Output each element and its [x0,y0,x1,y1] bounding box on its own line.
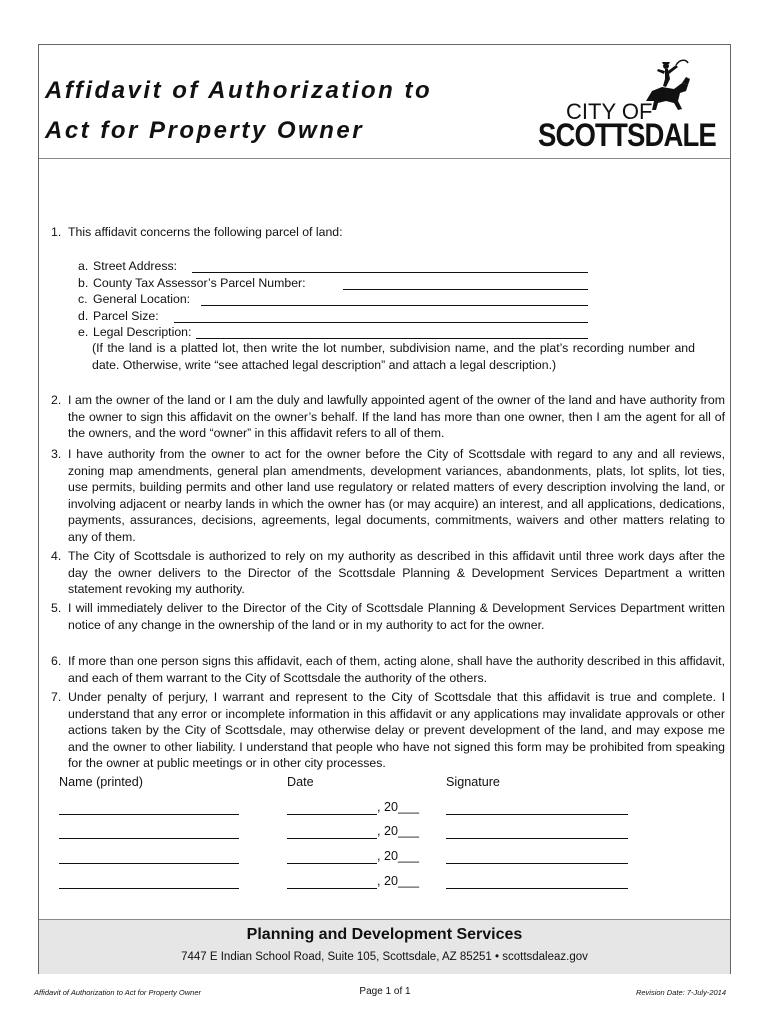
page-footer-title: Affidavit of Authorization to Act for Property Owner [34,988,202,997]
item-text: I have authority from the owner to act for the owner before the City of Scottsdale with regard to any and all reviews, zoning map amendments, general plan amendments, development variances, abandonments, plats, lot splits, lot ties, use permits, building permits and other land use regulatory or related matters of every description involving the land, or involving adjacent or nearby lands in which the owner has (or may acquire) an interest, and all applications, dedications, payments, assurances, decisions, agreements, legal documents, commitments, waivers and other matters relating to any of them. [68,447,725,544]
title-line-1: Affidavit of Authorization to [45,77,433,104]
logo-city-of: CITY OF [566,99,653,124]
legal-description-note: (If the land is a platted lot, then write the lot number, subdivision name, and the plat’s recording number and date. Otherwise, write “see attached legal description” and attach a legal description.) [92,341,695,372]
name-field[interactable] [59,888,239,889]
year-suffix: , 20___ [377,800,420,814]
department-address: 7447 E Indian School Road, Suite 105, Scottsdale, AZ 85251 • scottsdaleaz.gov [181,951,588,963]
subitem-letter: b. [78,276,89,290]
item-number: 7. [51,690,62,704]
street-address-field[interactable] [192,272,588,273]
subitem-label: General Location: [93,292,191,306]
item-text: Under penalty of perjury, I warrant and represent to the City of Scottsdale that this affidavit is true and complete. I understand that any error or incomplete information in this affidavit or any applications may invalidate approvals or other actions taken by the City of Scottsdale, may otherwise delay or prevent development of the land, and may expose me and the owner to other liability. I understand that people who have not signed this form may be prohibited from speaking for the owner at public meetings or in other city processes. [68,690,725,771]
item-text: I am the owner of the land or I am the duly and lawfully appointed agent of the owner of the land and have authority from the owner to sign this affidavit on the owner’s behalf. If the land has more than one owner, then I am the agent for all of the owners, and the word “owner” in this affidavit refers to all of them. [68,393,725,441]
date-field[interactable] [287,838,377,839]
subitem-label: Street Address: [93,259,178,273]
subitem-label: Legal Description: [93,325,192,339]
name-field[interactable] [59,814,239,815]
year-suffix: , 20___ [377,849,420,863]
subitem-label: Parcel Size: [93,309,159,323]
date-field[interactable] [287,888,377,889]
revision-date: Revision Date: 7-July-2014 [635,988,726,997]
parcel-size-field[interactable] [174,322,588,323]
legal-description-field[interactable] [196,338,588,339]
department-footer [39,919,730,974]
subitem-letter: c. [78,292,88,306]
subitem-letter: d. [78,309,89,323]
form-header [39,45,730,159]
signature-field[interactable] [446,863,628,864]
item-number: 2. [51,393,62,407]
signature-header: Signature [446,775,500,789]
signature-field[interactable] [446,814,628,815]
title-line-2: Act for Property Owner [45,117,365,144]
item-number: 6. [51,654,62,668]
subitem-letter: a. [78,259,89,273]
item-text: I will immediately deliver to the Director of the City of Scottsdale Planning & Development Services Department written notice of any change in the ownership of the land or in my authority to act for the owner. [68,601,725,632]
form-frame [38,44,731,974]
item-number: 3. [51,447,62,461]
date-header: Date [287,775,314,789]
item-number: 4. [51,549,62,563]
subitem-label: County Tax Assessor’s Parcel Number: [93,276,306,290]
date-field[interactable] [287,863,377,864]
general-location-field[interactable] [201,305,588,306]
item-number: 1. [51,225,62,239]
year-suffix: , 20___ [377,874,420,888]
item-text: The City of Scottsdale is authorized to rely on my authority as described in this affidavit until three work days after the day the owner delivers to the Director of the Scottsdale Planning & Development Services Department a written statement revoking my authority. [68,549,725,597]
year-suffix: , 20___ [377,824,420,838]
subitem-letter: e. [78,325,89,339]
name-field[interactable] [59,863,239,864]
name-printed-header: Name (printed) [59,775,143,789]
signature-field[interactable] [446,888,628,889]
item-number: 5. [51,601,62,615]
item-text: If more than one person signs this affidavit, each of them, acting alone, shall have the authority described in this affidavit, and each of them warrant to the City of Scottsdale the authority of the others. [68,654,725,685]
signature-field[interactable] [446,838,628,839]
logo-scottsdale: SCOTTSDALE [538,117,716,153]
parcel-number-field[interactable] [343,289,588,290]
page-number: Page 1 of 1 [359,986,411,997]
item-text: This affidavit concerns the following parcel of land: [68,225,343,239]
city-logo [536,57,716,153]
name-field[interactable] [59,838,239,839]
department-name: Planning and Development Services [246,926,523,943]
date-field[interactable] [287,814,377,815]
form-title [45,71,432,151]
